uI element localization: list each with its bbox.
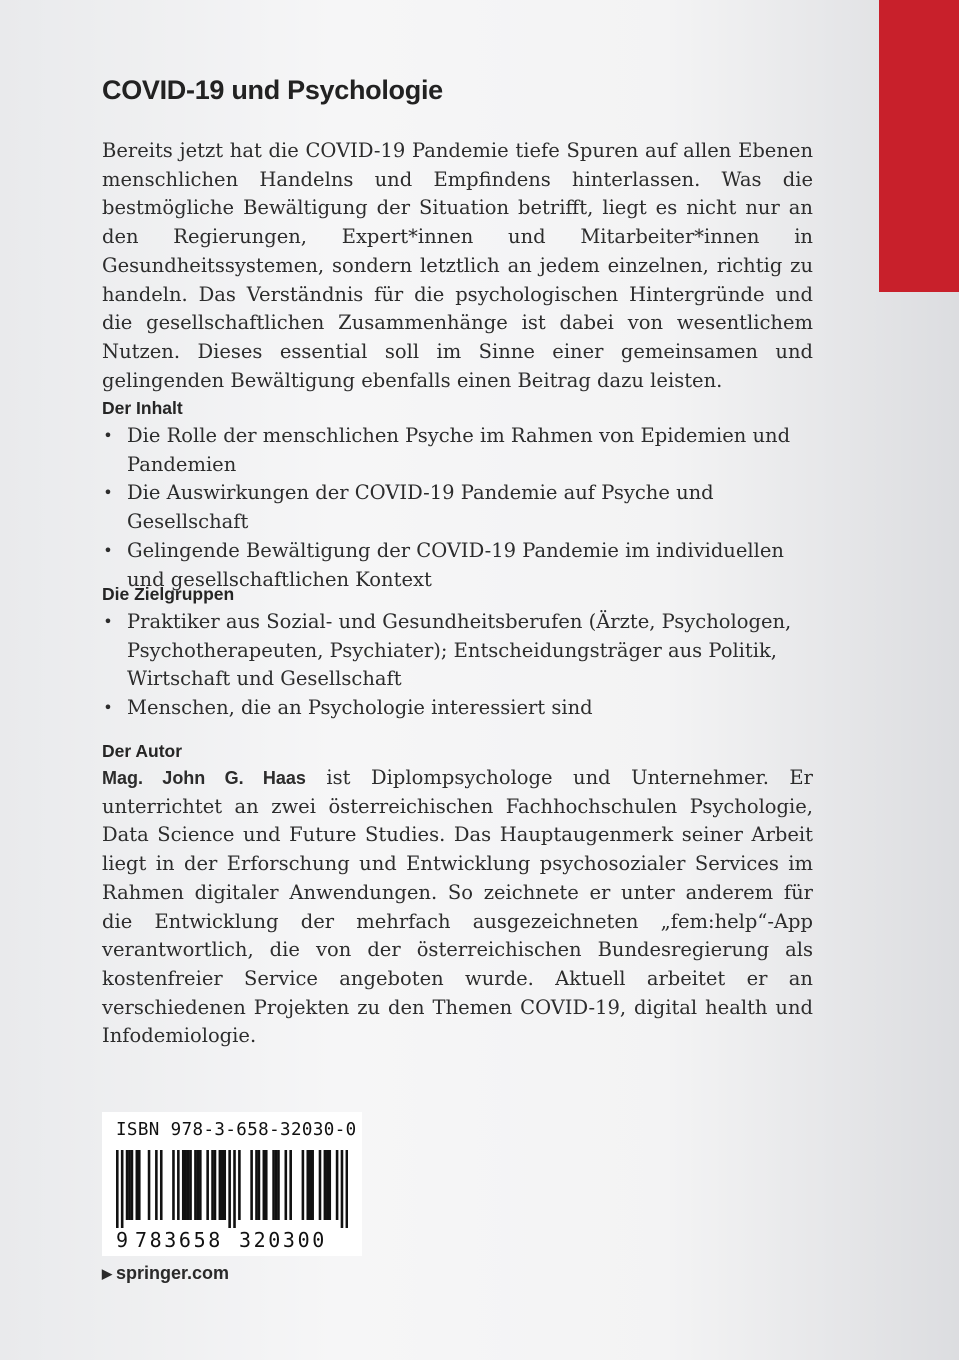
barcode-bar xyxy=(233,1150,236,1228)
bullet-icon: • xyxy=(103,540,113,560)
barcode-bar xyxy=(219,1150,222,1220)
barcode-bar xyxy=(277,1150,280,1220)
barcode-bar xyxy=(272,1150,275,1220)
barcode-bar xyxy=(194,1150,197,1220)
barcode-bar xyxy=(148,1150,151,1220)
barcode-bar xyxy=(311,1150,314,1220)
barcode-digits-right: 320300 xyxy=(239,1228,327,1252)
zielgruppen-heading: Die Zielgruppen xyxy=(102,584,235,604)
barcode-bar xyxy=(138,1150,141,1220)
zielgruppen-list xyxy=(102,608,813,723)
barcode-bar xyxy=(275,1150,278,1220)
barcode-bar xyxy=(223,1150,226,1220)
barcode-bar xyxy=(326,1150,329,1220)
barcode-bar xyxy=(155,1150,158,1220)
barcode-bar xyxy=(228,1150,231,1228)
barcode-bar xyxy=(206,1150,209,1220)
barcode-bar xyxy=(238,1150,241,1220)
barcode-bar xyxy=(182,1150,185,1220)
barcode-bar xyxy=(341,1150,344,1228)
barcode-bar xyxy=(324,1150,327,1220)
barcode-bar xyxy=(189,1150,192,1220)
barcode-bar xyxy=(285,1150,288,1220)
barcode-bar xyxy=(309,1150,312,1220)
barcode-bar xyxy=(199,1150,202,1220)
barcode-bar xyxy=(160,1150,163,1220)
list-item: • Die Rolle der menschlichen Psyche im Rahmen von Epidemien und Pandemien xyxy=(103,424,791,476)
bullet-icon: • xyxy=(103,612,113,631)
author-name: Mag. John G. Haas xyxy=(102,768,306,788)
red-accent-tab xyxy=(879,0,959,292)
barcode-bar xyxy=(328,1150,331,1220)
list-item: • Die Auswirkungen der COVID-19 Pandemie auf Psyche und Gesellschaft xyxy=(103,481,714,534)
barcode-bar xyxy=(211,1150,214,1220)
barcode-bar xyxy=(197,1150,200,1220)
barcode-bar xyxy=(136,1150,139,1220)
intro-paragraph: Bereits jetzt hat die COVID-19 Pandemie tiefe Spuren auf allen Ebenen menschlichen Handelns und Empfindens hinterlassen. Was die bestmögliche Bewältigung der Situation betrifft, liegt es nicht nur an den Regierungen, Expert*innen und Mitarbeiter*innen in Gesundheitssystemen, sondern letztlich an jedem einzelnen, richtig zu handeln. Das Verständnis für die psychologischen Hintergründe und die gesellschaftlichen Zusammenhänge ist dabei von wesentlichem Nutzen. Dieses essential soll im Sinne einer gemeinsamen und gelingenden Bewältigung ebenfalls einen Beitrag dazu leisten. xyxy=(102,139,813,392)
barcode-bar xyxy=(319,1150,322,1220)
barcode-bar xyxy=(214,1150,217,1220)
list-item: • Praktiker aus Sozial- und Gesundheitsberufen (Ärzte, Psychologen, Psychotherapeuten, Psychiater); Entscheidungsträger aus Politik, Wirtschaft und Gesellschaft xyxy=(103,610,792,691)
autor-heading: Der Autor xyxy=(102,741,183,761)
barcode-bar xyxy=(250,1150,253,1220)
bullet-icon: • xyxy=(103,698,113,718)
barcode-bar xyxy=(128,1150,131,1220)
barcode-bar xyxy=(221,1150,224,1220)
list-item: • Gelingende Bewältigung der COVID-19 Pandemie im individuellen und gesellschaftlichen Kontext xyxy=(103,538,784,591)
barcode-bar xyxy=(263,1150,266,1220)
barcode-box xyxy=(102,1112,362,1256)
isbn-text: ISBN 978-3-658-32030-0 xyxy=(116,1120,357,1140)
inhalt-list xyxy=(102,422,813,594)
publisher-link-text: springer.com xyxy=(116,1263,230,1283)
list-item: • Menschen, die an Psychologie interessiert sind xyxy=(102,694,813,723)
barcode-bars xyxy=(116,1150,348,1228)
barcode-bar xyxy=(184,1150,187,1220)
triangle-right-icon: ▶ xyxy=(102,1266,112,1281)
barcode-bar xyxy=(187,1150,190,1220)
book-title: COVID-19 und Psychologie xyxy=(102,75,443,105)
barcode-bar xyxy=(116,1150,119,1228)
barcode-bar xyxy=(255,1150,258,1220)
barcode-bar xyxy=(172,1150,175,1220)
barcode-bar xyxy=(265,1150,268,1220)
barcode-bar xyxy=(177,1150,180,1220)
barcode-bar xyxy=(289,1150,292,1220)
barcode-digit-first: 9 xyxy=(116,1228,129,1252)
barcode-bar xyxy=(258,1150,261,1220)
barcode-bar xyxy=(306,1150,309,1220)
author-bio xyxy=(102,764,813,1051)
barcode-bar xyxy=(336,1150,339,1220)
bullet-icon: • xyxy=(103,483,113,503)
publisher-link[interactable] xyxy=(102,1261,229,1286)
bullet-icon: • xyxy=(103,426,113,445)
barcode-bar xyxy=(121,1150,124,1228)
barcode-bar xyxy=(346,1150,348,1228)
author-bio-text: ist Diplompsychologe und Unternehmer. Er unterrichtet an zwei österreichischen Fachhochschulen Psychologie, Data Science und Future Studies. Das Hauptaugenmerk seiner Arbeit liegt in der Erforschung und Entwicklung psychosozialer Services im Rahmen digitaler Anwendungen. So zeichnete er unter anderem für die Entwicklung der mehrfach ausgezeichneten „fem:help“-App verantwortlich, die von der österreichischen Bundesregierung als kostenfreier Service angeboten wurde. Aktuell arbeitet er an verschiedenen Projekten zu den Themen COVID-19, digital health und Infodemiologie. xyxy=(102,766,813,1048)
barcode-bar xyxy=(131,1150,134,1220)
barcode-bar xyxy=(302,1150,305,1220)
inhalt-heading: Der Inhalt xyxy=(102,398,183,418)
barcode-bar xyxy=(126,1150,129,1220)
barcode-digits-left: 783658 xyxy=(135,1228,223,1252)
